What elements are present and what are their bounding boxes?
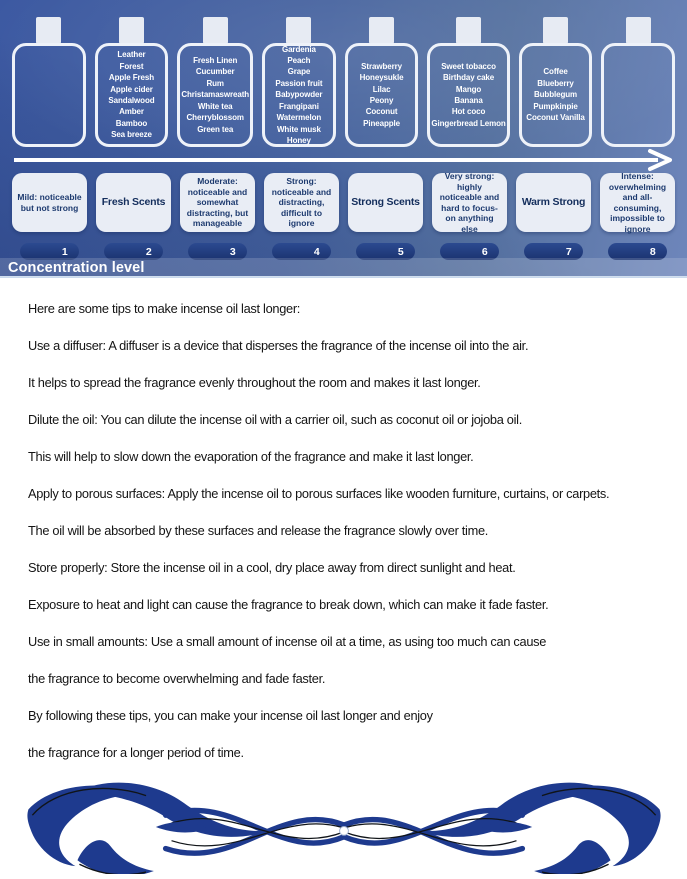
tip-line: Use in small amounts: Use a small amount of incense oil at a time, as using too much can cause <box>28 634 547 649</box>
level-number: 2 <box>145 245 152 258</box>
level-description-box: Fresh Scents <box>96 173 171 232</box>
scent-name: Babypowder <box>275 90 323 100</box>
level-column <box>264 173 339 260</box>
tip-line: This will help to slow down the evaporation of the fragrance and make it last longer. <box>28 449 474 464</box>
scent-name: Coconut Vanilla <box>526 113 585 123</box>
scent-name: Apple Fresh <box>108 73 155 83</box>
scent-name: Pumpkinpie <box>533 101 578 111</box>
scent-list <box>99 49 165 140</box>
scent-list <box>431 61 505 129</box>
scent-bottle <box>427 17 509 147</box>
tip-line: the fragrance for a longer period of time. <box>28 745 244 760</box>
bottles-row <box>12 17 675 147</box>
axis-band <box>0 258 687 277</box>
scent-name: Peony <box>369 96 394 105</box>
bottle-cap-icon <box>286 17 311 45</box>
bottle-cap-icon <box>36 17 61 45</box>
bottle-cap-icon <box>119 17 144 45</box>
scent-name: Coffee <box>543 67 568 77</box>
scent-name: Coconut <box>365 107 398 117</box>
scent-name: Green tea <box>197 124 234 134</box>
scent-name: Passion fruit <box>275 78 323 88</box>
scent-bottle <box>519 17 593 147</box>
scent-name: Banana <box>454 96 483 105</box>
level-column <box>600 173 675 260</box>
level-column <box>432 173 507 260</box>
tip-line: the fragrance to become overwhelming and fade faster. <box>28 671 326 686</box>
scent-name: Sandalwood <box>108 96 155 105</box>
tip-line: It helps to spread the fragrance evenly throughout the room and makes it last longer. <box>28 375 481 390</box>
bottle-body <box>601 43 675 147</box>
level-number: 3 <box>229 245 236 258</box>
level-column <box>12 173 87 260</box>
tip-line: Exposure to heat and light can cause the fragrance to break down, which can make it fade faster. <box>28 597 549 612</box>
scent-name: Christamaswreath <box>181 90 250 100</box>
scent-name: Birthday cake <box>442 73 495 83</box>
bottle-body <box>95 43 169 147</box>
bottle-body <box>12 43 86 147</box>
bottle-cap-icon <box>456 17 481 45</box>
scent-bottle <box>345 17 419 147</box>
scent-name: Bubblegum <box>533 90 578 100</box>
scent-name: Frangipani <box>278 101 319 111</box>
tip-line: Use a diffuser: A diffuser is a device that disperses the fragrance of the incense oil into the air. <box>28 338 529 353</box>
level-number: 8 <box>649 245 656 258</box>
scent-name: Cucumber <box>195 67 235 77</box>
scent-name: Leather <box>117 50 146 60</box>
level-description-box: Strong Scents <box>348 173 423 232</box>
tips-section <box>0 278 687 760</box>
scent-name: Peach <box>287 56 311 66</box>
scent-name: Lilac <box>372 84 391 94</box>
scent-bottle <box>601 17 675 147</box>
level-number: 7 <box>565 245 572 258</box>
scent-name: Mango <box>455 84 482 94</box>
scent-bottle <box>95 17 169 147</box>
bottle-cap-icon <box>626 17 651 45</box>
level-description-box: Strong: noticeable and distracting, difficult to ignore <box>264 173 339 232</box>
scent-name: Watermelon <box>276 113 322 123</box>
scent-name: Apple cider <box>110 84 153 94</box>
bottle-body <box>177 43 253 147</box>
level-description-box: Warm Strong <box>516 173 591 232</box>
level-column <box>516 173 591 260</box>
tip-line: Apply to porous surfaces: Apply the incense oil to porous surfaces like wooden furniture, curtains, or carpets. <box>28 486 610 501</box>
scent-list <box>349 61 415 129</box>
level-description-box: Intense: overwhelming and all-consuming, impossible to ignore <box>600 173 675 232</box>
level-number: 4 <box>313 245 320 258</box>
scent-name: Bamboo <box>115 118 148 128</box>
flourish-ornament <box>20 776 668 874</box>
scent-bottle <box>262 17 336 147</box>
scent-name: Cherryblossom <box>186 113 244 123</box>
level-description-box: Moderate: noticeable and somewhat distracting, but manageable <box>180 173 255 232</box>
tip-line: Store properly: Store the incense oil in a cool, dry place away from direct sunlight and heat. <box>28 560 516 575</box>
level-number: 5 <box>397 245 404 258</box>
scent-name: Hot coco <box>451 107 486 117</box>
scent-list <box>266 44 332 147</box>
scent-name: Rum <box>206 78 224 88</box>
scent-name: Pineapple <box>363 118 400 128</box>
bottle-cap-icon <box>543 17 568 45</box>
scale-arrow-icon <box>12 148 675 172</box>
level-column <box>348 173 423 260</box>
bottle-body <box>427 43 509 147</box>
scent-name: Amber <box>119 107 144 117</box>
tip-line: By following these tips, you can make your incense oil last longer and enjoy <box>28 708 433 723</box>
scent-name: Blueberry <box>537 78 574 88</box>
level-column <box>96 173 171 260</box>
tip-line: Dilute the oil: You can dilute the incense oil with a carrier oil, such as coconut oil or jojoba oil. <box>28 412 522 427</box>
bottle-cap-icon <box>369 17 394 45</box>
tip-line: Here are some tips to make incense oil last longer: <box>28 301 301 316</box>
bottle-cap-icon <box>203 17 228 45</box>
bottle-body <box>345 43 419 147</box>
scent-name: White tea <box>197 101 233 111</box>
scent-list <box>181 55 249 135</box>
scent-name: White musk <box>276 124 321 134</box>
scent-bottle <box>12 17 86 147</box>
scent-name: Forest <box>119 61 144 71</box>
level-description-box: Very strong: highly noticeable and hard to focus- on anything else <box>432 173 507 232</box>
bottle-body <box>519 43 593 147</box>
scent-name: Honeysukle <box>359 73 404 83</box>
axis-label: Concentration level <box>8 259 145 276</box>
bottle-body <box>262 43 336 147</box>
scent-name: Strawberry <box>361 61 402 71</box>
scent-name: Sea breeze <box>111 130 152 140</box>
level-number: 1 <box>61 245 68 258</box>
level-description-box: Mild: noticeable but not strong <box>12 173 87 232</box>
scent-name: Gardenia <box>281 44 316 54</box>
level-column <box>180 173 255 260</box>
tip-line: The oil will be absorbed by these surfaces and release the fragrance slowly over time. <box>28 523 489 538</box>
scent-bottle <box>177 17 253 147</box>
scent-list <box>523 66 589 123</box>
scent-name: Fresh Linen <box>193 56 238 66</box>
infographic-header <box>0 0 687 278</box>
scent-name: Sweet tobacco <box>441 61 496 71</box>
level-number: 6 <box>481 245 488 258</box>
scent-name: Gingerbread Lemon <box>431 118 506 128</box>
levels-row <box>12 173 675 260</box>
scent-name: Honey <box>286 135 311 145</box>
scent-name: Grape <box>287 67 311 77</box>
